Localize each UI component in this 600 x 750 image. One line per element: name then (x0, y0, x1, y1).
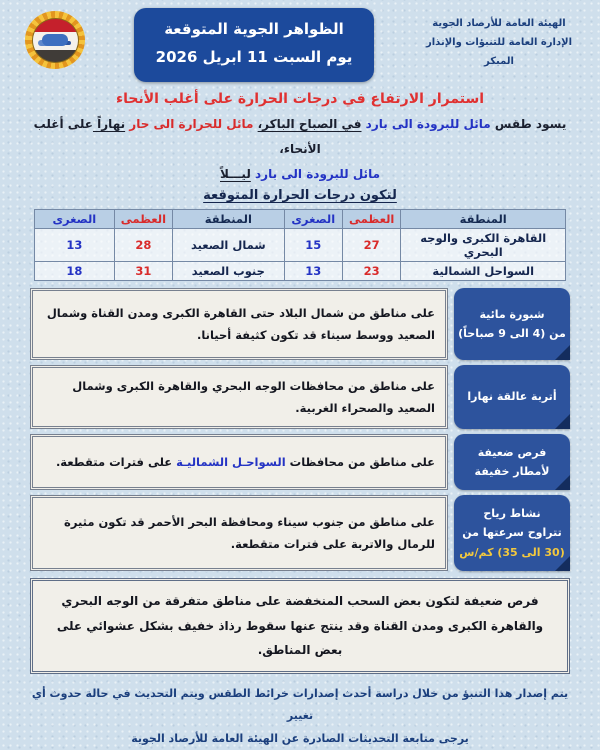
rain-description (56, 451, 435, 473)
dust-badge (454, 365, 570, 429)
max-temp-cell: 28 (114, 229, 172, 262)
fog-badge (454, 288, 570, 360)
folded-corner-icon (555, 414, 570, 429)
folded-corner-icon (555, 345, 570, 360)
authority-name-block (414, 8, 584, 71)
region-cell: القاهرة الكبرى والوجه البحري (401, 229, 566, 262)
badge-label-line2: تتراوح سرعتها من (462, 526, 562, 540)
min-temp-cell: 13 (284, 262, 342, 281)
max-temp-cell: 23 (342, 262, 400, 281)
temperature-table (34, 209, 566, 281)
fog-description-box (30, 288, 448, 360)
header (0, 0, 600, 82)
header-min-2: الصغرى (35, 210, 115, 229)
rain-description-box (30, 434, 448, 490)
footer-line2: يرجى متابعة التحديثات الصادرة عن الهيئة العامة للأرصاد الجوية (131, 731, 469, 745)
badge-label-line2: لأمطار خفيفة (474, 465, 550, 479)
summary-night-cold: مائل للبرودة الى بارد (250, 166, 380, 181)
footer-line1: يتم إصدار هذا التنبؤ من خلال دراسة أحدث إصدارات خرائط الطقس ويتم التحديث في حالة حدوث أي تغيير (31, 686, 569, 723)
wind-speed-value: (30 الى 35) كم/س (459, 545, 565, 559)
summary-night-word: ليـــلاً (220, 166, 251, 181)
phenomenon-row-rain (30, 434, 570, 490)
forecast-date-line: يوم السبت 11 ابريل 2026 (155, 47, 353, 66)
table-header-row (35, 210, 566, 229)
meteorological-authority-logo-icon (25, 11, 85, 69)
rain-desc-after: على فترات متقطعة. (55, 454, 177, 469)
header-max-2: العظمى (114, 210, 172, 229)
wind-description: على مناطق من جنوب سيناء ومحافظة البحر الأحمر قد تكون مثيرة للرمال والاتربة على فترات متقطعة. (64, 514, 435, 552)
min-temp-cell: 15 (284, 229, 342, 262)
authority-name-line2: الإدارة العامة للتنبؤات والإنذار المبكر (425, 37, 572, 67)
wind-badge (454, 495, 570, 571)
badge-label-line1: أتربة عالقة نهارا (467, 390, 557, 404)
header-region-2: المنطقة (173, 210, 285, 229)
badge-label-line1: فرص ضعيفة (477, 445, 547, 459)
summary-seg-hot: مائل للحرارة الى حار (125, 116, 258, 131)
badge-label-line2: من (4 الى 9 صباحاً) (458, 327, 566, 341)
header-max-1: العظمى (342, 210, 400, 229)
min-temp-cell: 13 (35, 229, 115, 262)
footer-note (0, 683, 600, 750)
region-cell: السواحل الشمالية (401, 262, 566, 281)
folded-corner-icon (555, 556, 570, 571)
header-region-1: المنطقة (401, 210, 566, 229)
logo-container (16, 8, 94, 69)
max-temp-cell: 27 (342, 229, 400, 262)
badge-label-line1: نشاط رياح (483, 507, 541, 521)
fog-description: على مناطق من شمال البلاد حتى القاهرة الكبرى ومدن القناة وشمال الصعيد ووسط سيناء قد تكون كثيفة أحيانا. (46, 305, 435, 343)
low-clouds-note-box (30, 578, 570, 674)
logo-flag-icon (32, 18, 79, 63)
forecast-title-line1: الظواهر الجوية المتوقعة (164, 20, 344, 38)
rain-desc-before: على مناطق من محافظات (285, 454, 435, 469)
authority-name-line1: الهيئة العامة للأرصاد الجوية (432, 18, 566, 29)
region-cell: جنوب الصعيد (173, 262, 285, 281)
header-min-1: الصغرى (284, 210, 342, 229)
region-cell: شمال الصعيد (173, 229, 285, 262)
summary-seg-daytime: نهاراً (92, 116, 126, 131)
max-temp-cell: 31 (114, 262, 172, 281)
badge-label-line1: شبورة مائية (479, 307, 545, 321)
forecast-title-box (134, 8, 374, 82)
table-row (35, 229, 566, 262)
summary-seg-6: على أغلب الأنحاء، (33, 116, 321, 156)
main-headline: استمرار الارتفاع في درجات الحرارة على أغلب الأنحاء (115, 90, 485, 107)
logo-cloud-icon (42, 34, 68, 46)
temperatures-subtitle: لتكون درجات الحرارة المتوقعة (203, 188, 397, 204)
folded-corner-icon (555, 475, 570, 490)
rain-desc-highlight: السواحـل الشماليـة (176, 454, 286, 469)
rain-badge (454, 434, 570, 490)
phenomenon-row-dust (30, 365, 570, 429)
wind-description-box (30, 495, 448, 571)
low-clouds-note: فرص ضعيفة لتكون بعض السحب المنخفضة على مناطق متفرقة من الوجه البحري والقاهرة الكبرى ومدن القناة وقد ينتج عنها سقوط رذاذ خفيف بشكل عشوائي على بعض المناطق. (56, 594, 544, 658)
phenomena-list (30, 288, 570, 571)
dust-description-box (30, 365, 448, 429)
min-temp-cell: 18 (35, 262, 115, 281)
weather-summary (0, 112, 600, 188)
phenomenon-row-wind (30, 495, 570, 571)
summary-seg-morning: في الصباح الباكر، (257, 116, 362, 131)
dust-description: على مناطق من محافظات الوجه البحري والقاهرة الكبرى وشمال الصعيد والصحراء الغربية. (72, 378, 435, 416)
summary-seg-cold: مائل للبرودة الى بارد (361, 116, 491, 131)
phenomenon-row-fog (30, 288, 570, 360)
table-row (35, 262, 566, 281)
summary-seg-1: يسود طقس (490, 116, 567, 131)
